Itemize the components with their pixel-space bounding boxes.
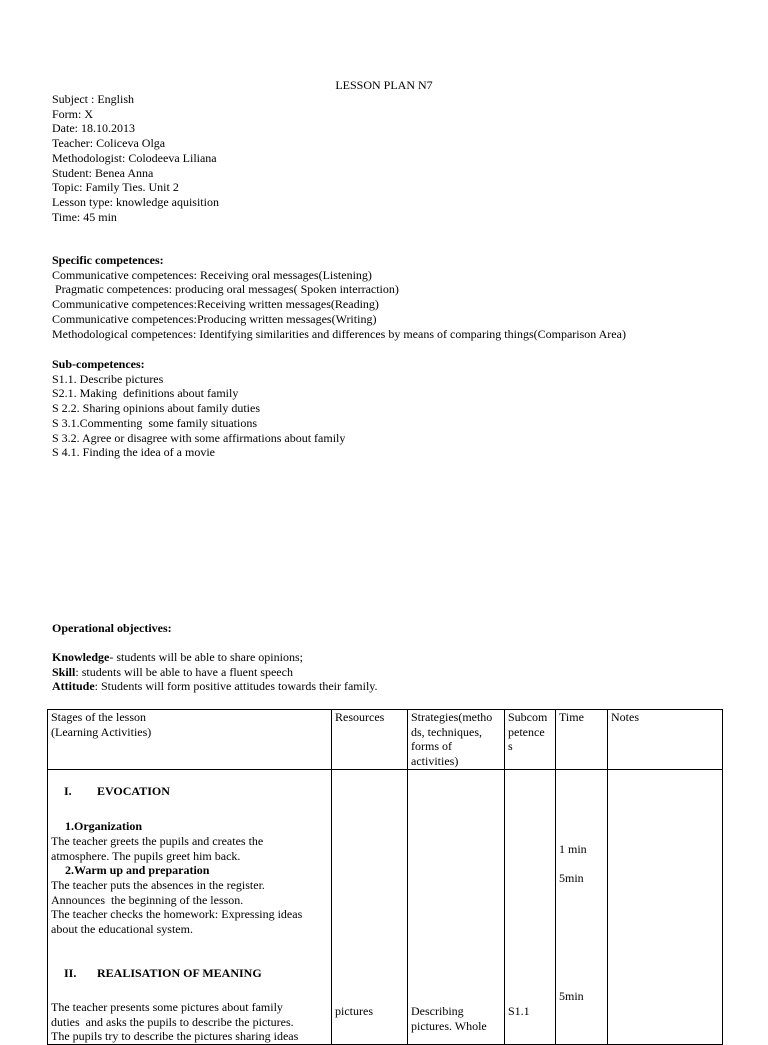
warmup-heading: 2.Warm up and preparation bbox=[65, 863, 210, 878]
activity-text: about the educational system. bbox=[51, 922, 193, 937]
header-text: s bbox=[508, 739, 513, 754]
objective-skill bbox=[52, 665, 378, 680]
teacher-line: Teacher: Coliceva Olga bbox=[52, 136, 166, 151]
activity-text: The teacher puts the absences in the register. bbox=[51, 878, 265, 893]
time-value: 1 min bbox=[559, 841, 587, 856]
lesson-type-line: Lesson type: knowledge aquisition bbox=[52, 194, 219, 209]
header-info bbox=[52, 92, 219, 224]
header-text: (Learning Activities) bbox=[51, 724, 152, 739]
resource-text: pictures bbox=[335, 1003, 373, 1018]
header-text: activities) bbox=[411, 754, 459, 769]
sub-competences-heading: Sub-competences: bbox=[52, 357, 145, 371]
notes-cell bbox=[608, 769, 723, 1044]
header-text: Stages of the lesson bbox=[51, 710, 146, 724]
sub-competence-item: S1.1. Describe pictures bbox=[52, 371, 164, 386]
resources-cell bbox=[332, 769, 408, 1044]
operational-objectives bbox=[52, 650, 378, 694]
organization-heading: 1.Organization bbox=[65, 819, 142, 834]
subcompetences-cell bbox=[505, 769, 556, 1044]
objective-knowledge bbox=[52, 650, 378, 665]
student-line: Student: Benea Anna bbox=[52, 165, 154, 180]
stages-cell bbox=[48, 769, 332, 1044]
time-value: 5min bbox=[559, 988, 584, 1003]
activity-text: The teacher checks the homework: Expressing ideas bbox=[51, 907, 303, 922]
sub-competence-item: S 2.2. Sharing opinions about family duties bbox=[52, 401, 260, 416]
competence-item: Pragmatic competences: producing oral messages( Spoken interraction) bbox=[52, 282, 399, 297]
time-value: 5min bbox=[559, 871, 584, 886]
objective-text: - students will be able to share opinions; bbox=[109, 650, 303, 664]
date-line: Date: 18.10.2013 bbox=[52, 121, 135, 136]
header-stages bbox=[48, 710, 332, 770]
competence-item: Communicative competences:Producing written messages(Writing) bbox=[52, 311, 377, 326]
table-row bbox=[48, 769, 723, 1044]
header-text: Subcom bbox=[508, 710, 548, 724]
header-subcompetences bbox=[505, 710, 556, 770]
sub-competence-item: S 4.1. Finding the idea of a movie bbox=[52, 445, 215, 460]
objective-text: : Students will form positive attitudes towards their family. bbox=[94, 679, 378, 694]
header-text: Strategies(metho bbox=[411, 710, 493, 724]
stage-title: EVOCATION bbox=[97, 783, 170, 798]
stage-number: I. bbox=[64, 783, 72, 798]
specific-competences-heading: Specific competences: bbox=[52, 253, 164, 267]
header-text: forms of bbox=[411, 739, 452, 754]
header-resources bbox=[332, 710, 408, 770]
lesson-plan-title: LESSON PLAN N7 bbox=[335, 78, 433, 92]
activity-text: Announces the beginning of the lesson. bbox=[51, 892, 244, 907]
sub-competences bbox=[52, 357, 345, 460]
form-line: Form: X bbox=[52, 106, 94, 121]
realisation-heading bbox=[51, 966, 328, 981]
objective-label: Skill bbox=[52, 664, 76, 679]
stage-number: II. bbox=[64, 965, 77, 980]
operational-objectives-heading: Operational objectives: bbox=[52, 621, 172, 635]
subcompetence-text: S1.1 bbox=[508, 1003, 530, 1018]
objective-attitude bbox=[52, 679, 378, 694]
header-text: Time bbox=[559, 710, 584, 724]
objective-label: Knowledge bbox=[52, 650, 110, 664]
strategy-text: Describing bbox=[411, 1003, 464, 1018]
competence-item: Communicative competences:Receiving written messages(Reading) bbox=[52, 297, 379, 312]
header-notes bbox=[608, 710, 723, 770]
competence-item: Communicative competences: Receiving oral messages(Listening) bbox=[52, 267, 372, 282]
header-text: ds, techniques, bbox=[411, 724, 482, 739]
objective-label: Attitude bbox=[52, 679, 95, 694]
objective-text: : students will be able to have a fluent speech bbox=[75, 664, 293, 679]
activity-text: The teacher presents some pictures about family bbox=[51, 999, 283, 1014]
time-cell bbox=[556, 769, 608, 1044]
evocation-heading bbox=[51, 784, 328, 799]
header-strategies bbox=[408, 710, 505, 770]
strategy-text: pictures. Whole bbox=[411, 1018, 487, 1033]
lesson-table bbox=[47, 709, 723, 1045]
table-header-row bbox=[48, 710, 723, 770]
header-text: Notes bbox=[611, 710, 639, 724]
sub-competence-item: S 3.1.Commenting some family situations bbox=[52, 415, 257, 430]
sub-competence-item: S2.1. Making definitions about family bbox=[52, 386, 239, 401]
activity-text: The teacher greets the pupils and creates the bbox=[51, 833, 264, 848]
subject-line: Subject : English bbox=[52, 92, 134, 106]
competence-item: Methodological competences: Identifying similarities and differences by means of comparing things(Comparison Area) bbox=[52, 326, 626, 341]
activity-text: atmosphere. The pupils greet him back. bbox=[51, 848, 241, 863]
activity-text: The pupils try to describe the pictures sharing ideas bbox=[51, 1029, 299, 1044]
strategies-cell bbox=[408, 769, 505, 1044]
time-line: Time: 45 min bbox=[52, 209, 117, 224]
sub-competence-item: S 3.2. Agree or disagree with some affirmations about family bbox=[52, 430, 346, 445]
activity-text: duties and asks the pupils to describe the pictures. bbox=[51, 1014, 294, 1029]
specific-competences bbox=[52, 253, 626, 341]
methodologist-line: Methodologist: Colodeeva Liliana bbox=[52, 150, 217, 165]
header-time bbox=[556, 710, 608, 770]
operational-objectives-heading-block bbox=[52, 621, 172, 636]
stage-title: REALISATION OF MEANING bbox=[97, 965, 262, 980]
header-text: Resources bbox=[335, 710, 385, 724]
header-text: petence bbox=[508, 724, 545, 739]
topic-line: Topic: Family Ties. Unit 2 bbox=[52, 180, 179, 195]
